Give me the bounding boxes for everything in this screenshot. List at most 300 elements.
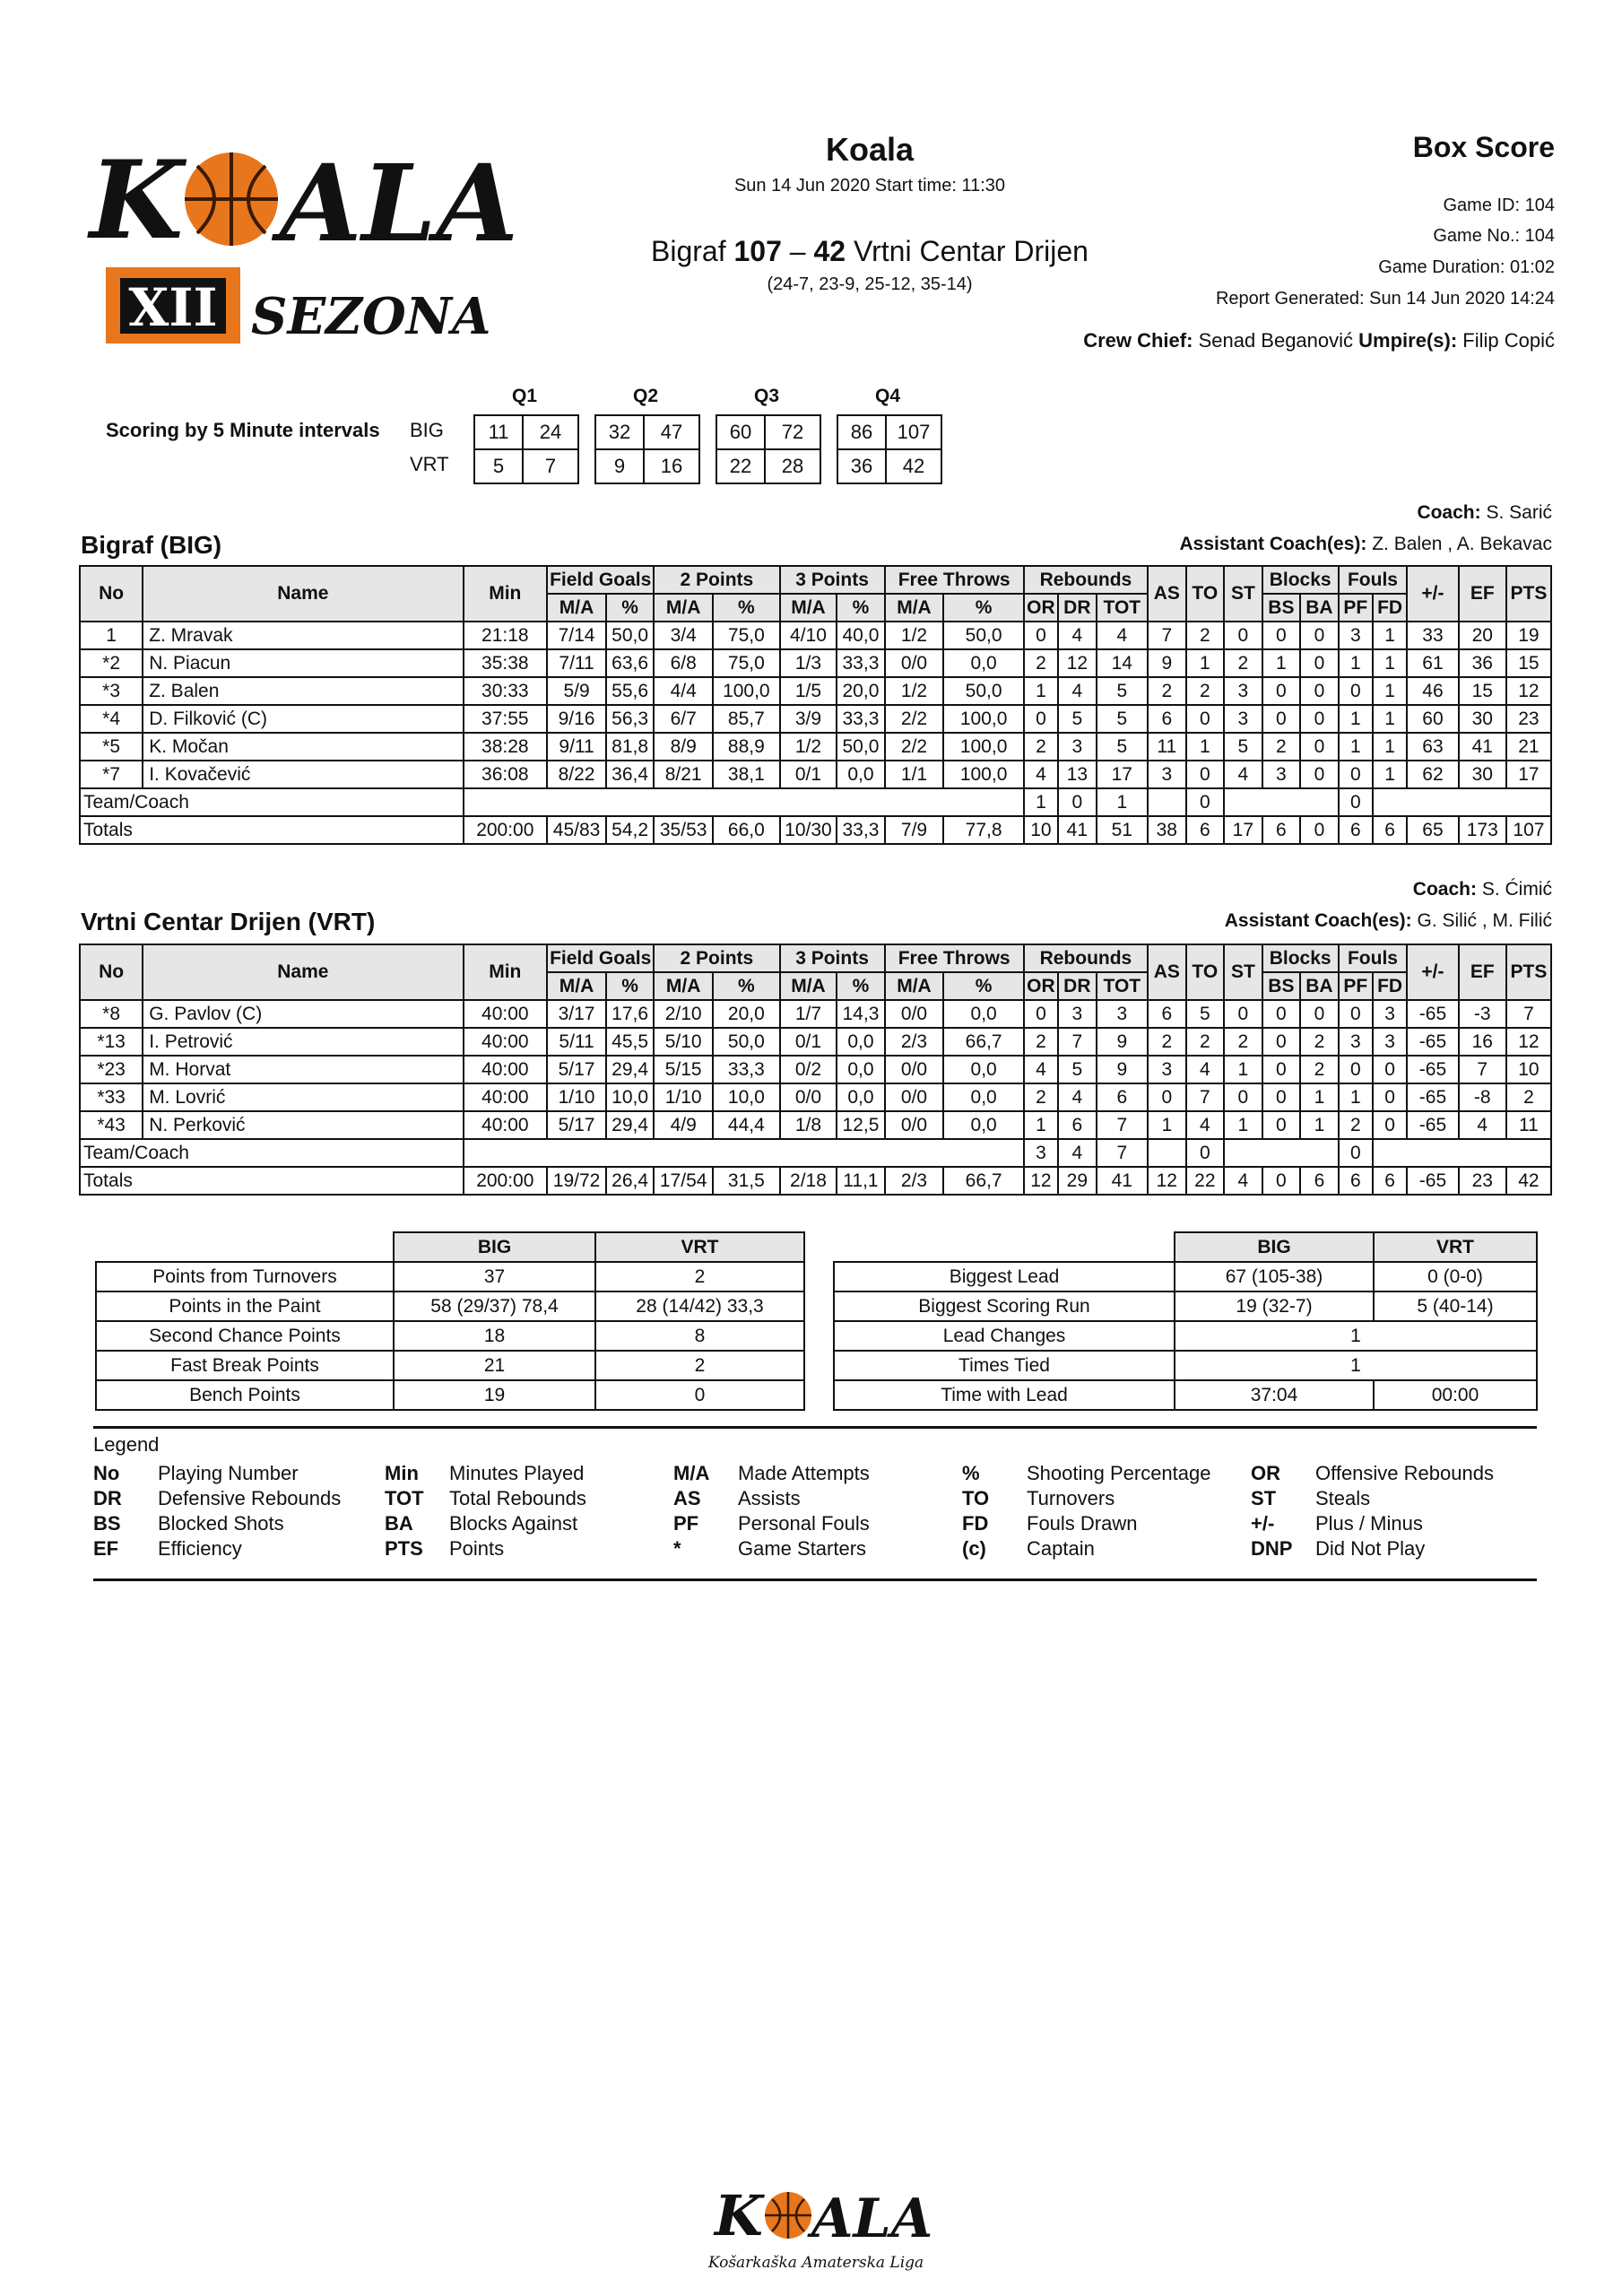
col-as: AS bbox=[1148, 566, 1186, 622]
cell-ft-ma: 2/2 bbox=[885, 733, 944, 761]
cell-st: 1 bbox=[1224, 1056, 1262, 1083]
cell-ba: 0 bbox=[1300, 705, 1339, 733]
legend-entry bbox=[673, 1537, 870, 1562]
legend-entry bbox=[673, 1487, 870, 1512]
cell-plus-minus: -65 bbox=[1407, 1167, 1458, 1195]
cell-to: 2 bbox=[1186, 677, 1225, 705]
coach-label: Coach: bbox=[1412, 879, 1477, 900]
stat-value-big: 58 (29/37) 78,4 bbox=[394, 1292, 595, 1321]
stat-row bbox=[96, 1292, 804, 1321]
col-bs: BS bbox=[1262, 594, 1301, 622]
cell-bs: 3 bbox=[1262, 761, 1301, 788]
interval-box bbox=[837, 414, 942, 450]
cell-pf: 1 bbox=[1339, 649, 1373, 677]
legend-abbr: BS bbox=[93, 1512, 121, 1535]
empty-cell bbox=[1224, 788, 1339, 816]
stat-value-shared: 1 bbox=[1175, 1351, 1537, 1380]
cell-as: 0 bbox=[1148, 1083, 1186, 1111]
cell-fg-ma: 5/17 bbox=[547, 1111, 606, 1139]
stat-row bbox=[96, 1262, 804, 1292]
cell-ba: 0 bbox=[1300, 622, 1339, 649]
cell-3p-pct: 0,0 bbox=[837, 761, 884, 788]
cell-bs: 1 bbox=[1262, 649, 1301, 677]
officials-line bbox=[1083, 329, 1555, 352]
game-duration: Game Duration: 01:02 bbox=[1378, 257, 1555, 277]
legend-abbr: +/- bbox=[1251, 1512, 1275, 1535]
col-fg-pct: % bbox=[606, 972, 654, 1000]
stat-label: Time with Lead bbox=[834, 1380, 1175, 1410]
legend-entry bbox=[385, 1462, 586, 1487]
legend-abbr: M/A bbox=[673, 1462, 710, 1484]
team-stats-right-table bbox=[833, 1231, 1538, 1411]
cell-fg-pct: 56,3 bbox=[606, 705, 654, 733]
cell-to: 4 bbox=[1186, 1056, 1225, 1083]
cell-fg-pct: 29,4 bbox=[606, 1056, 654, 1083]
away-team-title: Vrtni Centar Drijen (VRT) bbox=[81, 908, 376, 935]
cell-ef: -8 bbox=[1459, 1083, 1506, 1111]
cell-or: 1 bbox=[1024, 788, 1058, 816]
cell-plus-minus: 60 bbox=[1407, 705, 1458, 733]
cell-ba: 2 bbox=[1300, 1056, 1339, 1083]
interval-value: 42 bbox=[902, 455, 925, 477]
interval-box bbox=[594, 414, 700, 450]
cell-3p-ma: 1/2 bbox=[780, 733, 837, 761]
cell-min: 40:00 bbox=[464, 1083, 548, 1111]
stat-value-vrt: 8 bbox=[595, 1321, 804, 1351]
cell-3p-ma: 1/7 bbox=[780, 1000, 837, 1028]
cell-ft-pct: 0,0 bbox=[943, 1000, 1023, 1028]
cell-fg-ma: 7/14 bbox=[547, 622, 606, 649]
cell-ef: 4 bbox=[1459, 1111, 1506, 1139]
player-row bbox=[80, 1000, 1551, 1028]
cell-to: 4 bbox=[1186, 1111, 1225, 1139]
cell-3p-ma: 0/2 bbox=[780, 1056, 837, 1083]
cell-plus-minus: -65 bbox=[1407, 1083, 1458, 1111]
cell-tot: 9 bbox=[1097, 1056, 1148, 1083]
interval-value: 36 bbox=[838, 450, 887, 483]
cell-name: Z. Mravak bbox=[143, 622, 463, 649]
cell-pf: 2 bbox=[1339, 1111, 1373, 1139]
legend-abbr: % bbox=[962, 1462, 980, 1484]
cell-2p-pct: 100,0 bbox=[713, 677, 779, 705]
legend-desc: Fouls Drawn bbox=[1027, 1512, 1138, 1535]
col-3p-pct: % bbox=[837, 972, 884, 1000]
report-generated: Report Generated: Sun 14 Jun 2020 14:24 bbox=[1215, 289, 1555, 309]
cell-2p-ma: 5/15 bbox=[654, 1056, 713, 1083]
cell-2p-pct: 44,4 bbox=[713, 1111, 779, 1139]
umpires-names: Filip Copić bbox=[1462, 329, 1555, 352]
legend-desc: Defensive Rebounds bbox=[158, 1487, 342, 1509]
cell-ef: 20 bbox=[1459, 622, 1506, 649]
col-blocks: Blocks bbox=[1262, 944, 1339, 972]
cell-plus-minus: 33 bbox=[1407, 622, 1458, 649]
col-2-points: 2 Points bbox=[654, 944, 779, 972]
cell-3p-pct: 12,5 bbox=[837, 1111, 884, 1139]
cell-st: 17 bbox=[1224, 816, 1262, 844]
interval-team-vrt: VRT bbox=[410, 453, 449, 475]
cell-fd: 3 bbox=[1373, 1000, 1407, 1028]
cell-ft-pct: 0,0 bbox=[943, 649, 1023, 677]
stat-label: Points in the Paint bbox=[96, 1292, 394, 1321]
cell-bs: 0 bbox=[1262, 705, 1301, 733]
stat-value-vrt: 5 (40-14) bbox=[1374, 1292, 1537, 1321]
cell-fg-ma: 7/11 bbox=[547, 649, 606, 677]
game-datetime: Sun 14 Jun 2020 Start time: 11:30 bbox=[733, 176, 1006, 196]
col-bs: BS bbox=[1262, 972, 1301, 1000]
stat-label: Second Chance Points bbox=[96, 1321, 394, 1351]
cell-or: 4 bbox=[1024, 761, 1058, 788]
cell-ef: 16 bbox=[1459, 1028, 1506, 1056]
cell-fg-pct: 63,6 bbox=[606, 649, 654, 677]
cell-pts: 17 bbox=[1506, 761, 1551, 788]
stat-value-big: 67 (105-38) bbox=[1175, 1262, 1374, 1292]
stat-value-vrt: 0 (0-0) bbox=[1374, 1262, 1537, 1292]
cell-2p-ma: 5/10 bbox=[654, 1028, 713, 1056]
coach-name: S. Sarić bbox=[1486, 502, 1552, 523]
season-word: SEZONA bbox=[251, 287, 491, 346]
interval-q2-label: Q2 bbox=[632, 386, 658, 406]
cell-3p-pct: 40,0 bbox=[837, 622, 884, 649]
league-title: Koala bbox=[825, 131, 915, 168]
cell-fg-ma: 45/83 bbox=[547, 816, 606, 844]
cell-or: 1 bbox=[1024, 677, 1058, 705]
stat-row bbox=[96, 1380, 804, 1410]
interval-value: 24 bbox=[539, 421, 562, 443]
cell-2p-ma: 6/7 bbox=[654, 705, 713, 733]
legend-abbr: (c) bbox=[962, 1537, 986, 1560]
cell-3p-pct: 0,0 bbox=[837, 1056, 884, 1083]
cell-to: 0 bbox=[1186, 788, 1225, 816]
cell-dr: 4 bbox=[1058, 622, 1097, 649]
cell-pts: 10 bbox=[1506, 1056, 1551, 1083]
totals-row bbox=[80, 816, 1551, 844]
player-row bbox=[80, 1083, 1551, 1111]
cell-as: 3 bbox=[1148, 761, 1186, 788]
interval-value: 28 bbox=[781, 455, 804, 477]
cell-name: D. Filković (C) bbox=[143, 705, 463, 733]
stat-value-big: 18 bbox=[394, 1321, 595, 1351]
stat-value-vrt: 2 bbox=[595, 1262, 804, 1292]
cell-as: 6 bbox=[1148, 1000, 1186, 1028]
cell-tot: 3 bbox=[1097, 1000, 1148, 1028]
interval-box bbox=[473, 448, 579, 484]
cell-3p-pct: 50,0 bbox=[837, 733, 884, 761]
assistant-names: Z. Balen , A. Bekavac bbox=[1372, 534, 1552, 554]
cell-tot: 5 bbox=[1097, 677, 1148, 705]
cell-dr: 3 bbox=[1058, 733, 1097, 761]
basketball-icon bbox=[765, 2192, 811, 2239]
cell-2p-ma: 35/53 bbox=[654, 816, 713, 844]
cell-min: 200:00 bbox=[464, 816, 548, 844]
cell-fg-pct: 26,4 bbox=[606, 1167, 654, 1195]
legend-entry bbox=[1251, 1462, 1494, 1487]
col-no: No bbox=[80, 566, 143, 622]
cell-bs: 0 bbox=[1262, 677, 1301, 705]
legend-desc: Minutes Played bbox=[449, 1462, 585, 1484]
cell-3p-ma: 10/30 bbox=[780, 816, 837, 844]
col-blocks: Blocks bbox=[1262, 566, 1339, 594]
cell-fg-ma: 8/22 bbox=[547, 761, 606, 788]
col-pf: PF bbox=[1339, 594, 1373, 622]
logo-letter-k: K bbox=[90, 137, 184, 264]
cell-as: 1 bbox=[1148, 1111, 1186, 1139]
footer-logo bbox=[707, 2179, 933, 2278]
interval-value: 86 bbox=[838, 416, 887, 448]
cell-2p-pct: 10,0 bbox=[713, 1083, 779, 1111]
col-no: No bbox=[80, 944, 143, 1000]
stat-row bbox=[96, 1351, 804, 1380]
cell-ft-pct: 100,0 bbox=[943, 761, 1023, 788]
logo-letters-ala: ALA bbox=[280, 141, 519, 265]
cell-dr: 6 bbox=[1058, 1111, 1097, 1139]
basketball-icon bbox=[185, 152, 278, 246]
legend-desc: Steals bbox=[1315, 1487, 1371, 1509]
stat-label: Biggest Lead bbox=[834, 1262, 1175, 1292]
cell-pf: 1 bbox=[1339, 705, 1373, 733]
stat-value-big: 21 bbox=[394, 1351, 595, 1380]
home-assistants-line bbox=[1179, 534, 1552, 555]
col-name: Name bbox=[143, 944, 463, 1000]
legend-desc: Playing Number bbox=[158, 1462, 299, 1484]
cell-dr: 7 bbox=[1058, 1028, 1097, 1056]
stat-value-big: 19 bbox=[394, 1380, 595, 1410]
cell-min: 40:00 bbox=[464, 1000, 548, 1028]
cell-fd: 1 bbox=[1373, 677, 1407, 705]
cell-fg-ma: 5/11 bbox=[547, 1028, 606, 1056]
footer-logo-letters-ala: ALA bbox=[811, 2187, 933, 2250]
cell-min: 35:38 bbox=[464, 649, 548, 677]
legend-column bbox=[962, 1462, 1211, 1562]
legend-abbr: DNP bbox=[1251, 1537, 1293, 1560]
cell-3p-pct: 33,3 bbox=[837, 816, 884, 844]
cell-dr: 4 bbox=[1058, 1083, 1097, 1111]
col-2p-ma: M/A bbox=[654, 972, 713, 1000]
cell-no: *2 bbox=[80, 649, 143, 677]
player-row bbox=[80, 1111, 1551, 1139]
stats-col-big: BIG bbox=[394, 1232, 595, 1262]
cell-or: 3 bbox=[1024, 1139, 1058, 1167]
legend-entry bbox=[1251, 1487, 1494, 1512]
stat-label: Times Tied bbox=[834, 1351, 1175, 1380]
legend-divider-bottom bbox=[93, 1578, 1537, 1581]
cell-pts: 19 bbox=[1506, 622, 1551, 649]
col-fouls: Fouls bbox=[1339, 944, 1408, 972]
col-tot: TOT bbox=[1097, 594, 1148, 622]
legend-entry bbox=[93, 1512, 341, 1537]
cell-fg-ma: 9/11 bbox=[547, 733, 606, 761]
cell-min: 38:28 bbox=[464, 733, 548, 761]
col-rebounds: Rebounds bbox=[1024, 566, 1148, 594]
cell-plus-minus: -65 bbox=[1407, 1056, 1458, 1083]
cell-3p-pct: 14,3 bbox=[837, 1000, 884, 1028]
col-pf: PF bbox=[1339, 972, 1373, 1000]
empty-cell bbox=[464, 1139, 1024, 1167]
stat-value-big: 37 bbox=[394, 1262, 595, 1292]
stat-row bbox=[96, 1321, 804, 1351]
cell-2p-pct: 75,0 bbox=[713, 649, 779, 677]
cell-min: 21:18 bbox=[464, 622, 548, 649]
cell-tot: 9 bbox=[1097, 1028, 1148, 1056]
cell-to: 0 bbox=[1186, 1139, 1225, 1167]
cell-or: 2 bbox=[1024, 1083, 1058, 1111]
cell-or: 2 bbox=[1024, 649, 1058, 677]
legend-entry bbox=[93, 1462, 341, 1487]
legend-abbr: EF bbox=[93, 1537, 119, 1560]
home-coach-line bbox=[1417, 502, 1552, 524]
cell-or: 0 bbox=[1024, 622, 1058, 649]
empty-cell bbox=[1373, 788, 1551, 816]
cell-fg-ma: 3/17 bbox=[547, 1000, 606, 1028]
legend-abbr: OR bbox=[1251, 1462, 1280, 1484]
umpires-label: Umpire(s): bbox=[1358, 329, 1458, 352]
cell-3p-pct: 33,3 bbox=[837, 649, 884, 677]
cell-ft-ma: 0/0 bbox=[885, 1056, 944, 1083]
cell-st: 2 bbox=[1224, 649, 1262, 677]
cell-to: 6 bbox=[1186, 816, 1225, 844]
cell-min: 36:08 bbox=[464, 761, 548, 788]
col-ft-pct: % bbox=[943, 972, 1023, 1000]
interval-value: 60 bbox=[717, 416, 766, 448]
cell-name: M. Horvat bbox=[143, 1056, 463, 1083]
legend-desc: Shooting Percentage bbox=[1027, 1462, 1211, 1484]
col-rebounds: Rebounds bbox=[1024, 944, 1148, 972]
cell-plus-minus: 46 bbox=[1407, 677, 1458, 705]
cell-no: *7 bbox=[80, 761, 143, 788]
col-2-points: 2 Points bbox=[654, 566, 779, 594]
stat-value-vrt: 2 bbox=[595, 1351, 804, 1380]
cell-bs: 0 bbox=[1262, 1028, 1301, 1056]
legend-abbr: PF bbox=[673, 1512, 699, 1535]
col-or: OR bbox=[1024, 972, 1058, 1000]
cell-ef: 173 bbox=[1459, 816, 1506, 844]
cell-name: Z. Balen bbox=[143, 677, 463, 705]
cell-2p-pct: 88,9 bbox=[713, 733, 779, 761]
cell-3p-pct: 20,0 bbox=[837, 677, 884, 705]
cell-bs: 6 bbox=[1262, 816, 1301, 844]
cell-name: N. Piacun bbox=[143, 649, 463, 677]
legend-desc: Did Not Play bbox=[1315, 1537, 1426, 1560]
cell-pf: 0 bbox=[1339, 1056, 1373, 1083]
cell-pts: 42 bbox=[1506, 1167, 1551, 1195]
empty-cell bbox=[1148, 788, 1186, 816]
cell-ft-ma: 0/0 bbox=[885, 1083, 944, 1111]
legend-desc: Offensive Rebounds bbox=[1315, 1462, 1494, 1484]
cell-ft-ma: 1/2 bbox=[885, 677, 944, 705]
stat-value-big: 37:04 bbox=[1175, 1380, 1374, 1410]
cell-to: 0 bbox=[1186, 705, 1225, 733]
cell-ba: 0 bbox=[1300, 677, 1339, 705]
legend-abbr: TO bbox=[962, 1487, 990, 1509]
legend-entry bbox=[1251, 1512, 1494, 1537]
cell-2p-ma: 17/54 bbox=[654, 1167, 713, 1195]
interval-value: 47 bbox=[660, 421, 683, 443]
cell-name: N. Perković bbox=[143, 1111, 463, 1139]
stat-label: Biggest Scoring Run bbox=[834, 1292, 1175, 1321]
cell-3p-ma: 1/8 bbox=[780, 1111, 837, 1139]
blank-header-cell bbox=[96, 1232, 394, 1262]
legend-desc: Made Attempts bbox=[738, 1462, 870, 1484]
legend-column bbox=[385, 1462, 586, 1562]
cell-st: 5 bbox=[1224, 733, 1262, 761]
stat-label: Fast Break Points bbox=[96, 1351, 394, 1380]
col-ba: BA bbox=[1300, 972, 1339, 1000]
legend-column bbox=[673, 1462, 870, 1562]
footer-logo-letter-k: K bbox=[715, 2183, 763, 2248]
season-numeral: XII bbox=[128, 277, 218, 338]
empty-cell bbox=[1148, 1139, 1186, 1167]
col-to: TO bbox=[1186, 944, 1225, 1000]
cell-3p-ma: 0/0 bbox=[780, 1083, 837, 1111]
cell-2p-pct: 75,0 bbox=[713, 622, 779, 649]
cell-2p-ma: 3/4 bbox=[654, 622, 713, 649]
stat-value-big: 19 (32-7) bbox=[1175, 1292, 1374, 1321]
cell-pf: 0 bbox=[1339, 677, 1373, 705]
cell-min: 30:33 bbox=[464, 677, 548, 705]
legend-entry bbox=[93, 1487, 341, 1512]
empty-cell bbox=[1373, 1139, 1551, 1167]
cell-tot: 5 bbox=[1097, 733, 1148, 761]
cell-plus-minus: -65 bbox=[1407, 1000, 1458, 1028]
stat-row bbox=[834, 1351, 1537, 1380]
cell-min: 40:00 bbox=[464, 1111, 548, 1139]
cell-fg-pct: 36,4 bbox=[606, 761, 654, 788]
col-as: AS bbox=[1148, 944, 1186, 1000]
interval-q1-label: Q1 bbox=[511, 386, 537, 406]
player-row bbox=[80, 649, 1551, 677]
col-ba: BA bbox=[1300, 594, 1339, 622]
cell-3p-ma: 0/1 bbox=[780, 761, 837, 788]
cell-plus-minus: -65 bbox=[1407, 1111, 1458, 1139]
cell-fg-ma: 5/9 bbox=[547, 677, 606, 705]
cell-to: 22 bbox=[1186, 1167, 1225, 1195]
cell-2p-ma: 6/8 bbox=[654, 649, 713, 677]
cell-ef: -3 bbox=[1459, 1000, 1506, 1028]
cell-dr: 5 bbox=[1058, 1056, 1097, 1083]
player-row bbox=[80, 1028, 1551, 1056]
score-dash: – bbox=[789, 235, 806, 267]
cell-3p-pct: 0,0 bbox=[837, 1083, 884, 1111]
cell-ft-ma: 2/3 bbox=[885, 1028, 944, 1056]
interval-team-big: BIG bbox=[410, 419, 444, 441]
away-box-score-table bbox=[79, 944, 1552, 1196]
cell-3p-ma: 1/5 bbox=[780, 677, 837, 705]
cell-ft-ma: 1/1 bbox=[885, 761, 944, 788]
cell-3p-ma: 1/3 bbox=[780, 649, 837, 677]
cell-as: 2 bbox=[1148, 677, 1186, 705]
cell-ba: 0 bbox=[1300, 816, 1339, 844]
cell-ft-ma: 1/2 bbox=[885, 622, 944, 649]
away-score: 42 bbox=[813, 235, 846, 267]
col-min: Min bbox=[464, 944, 548, 1000]
cell-to: 1 bbox=[1186, 733, 1225, 761]
cell-as: 11 bbox=[1148, 733, 1186, 761]
cell-fg-pct: 10,0 bbox=[606, 1083, 654, 1111]
cell-st: 2 bbox=[1224, 1028, 1262, 1056]
interval-box bbox=[716, 414, 821, 450]
col-pts: PTS bbox=[1506, 944, 1551, 1000]
cell-ft-ma: 2/3 bbox=[885, 1167, 944, 1195]
cell-2p-pct: 85,7 bbox=[713, 705, 779, 733]
cell-2p-pct: 20,0 bbox=[713, 1000, 779, 1028]
cell-to: 2 bbox=[1186, 622, 1225, 649]
cell-st: 0 bbox=[1224, 1083, 1262, 1111]
legend-divider-top bbox=[93, 1426, 1537, 1429]
col-fouls: Fouls bbox=[1339, 566, 1408, 594]
totals-row bbox=[80, 1167, 1551, 1195]
cell-tot: 6 bbox=[1097, 1083, 1148, 1111]
cell-no: *23 bbox=[80, 1056, 143, 1083]
season-badge bbox=[106, 267, 240, 344]
